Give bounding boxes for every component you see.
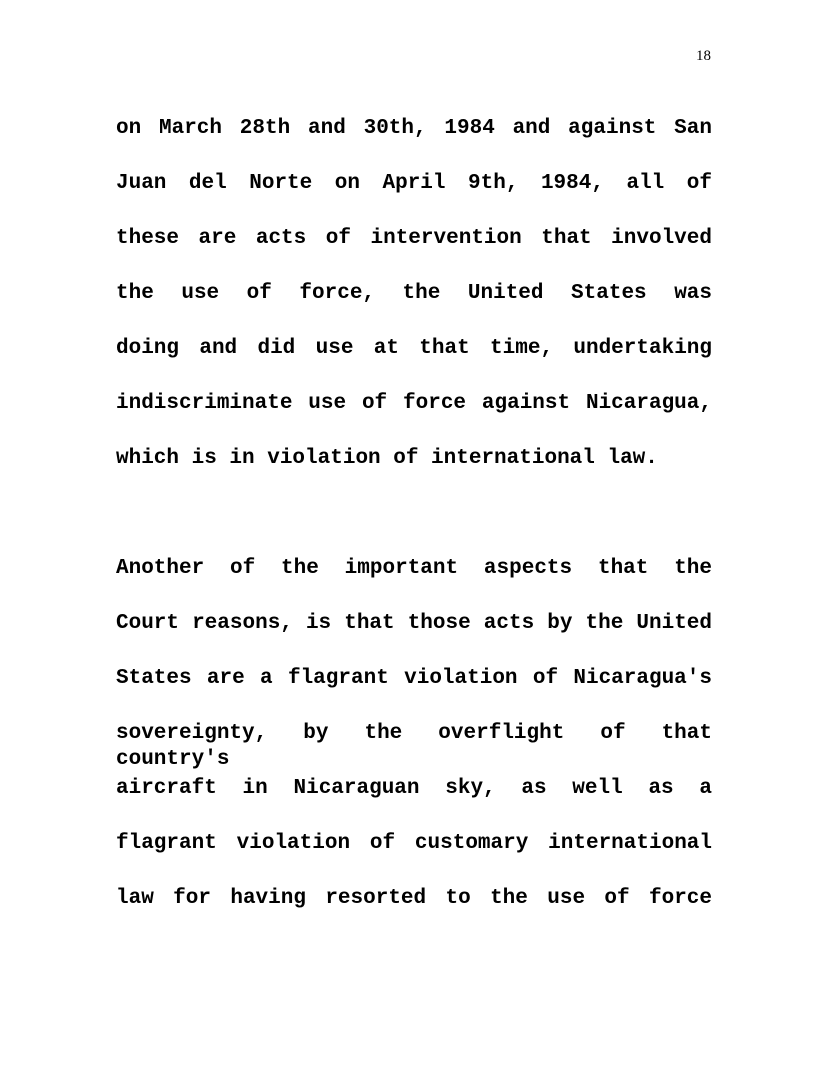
text-line: which is in violation of international law. (116, 447, 658, 470)
text-line: doing and did use at that time, undertaking (116, 337, 712, 360)
page-number: 18 (696, 48, 711, 64)
text-line: Court reasons, is that those acts by the United (116, 612, 712, 635)
text-line: aircraft in Nicaraguan sky, as well as a (116, 777, 712, 800)
text-line: States are a flagrant violation of Nicaragua's (116, 667, 712, 690)
text-line: these are acts of intervention that involved (116, 227, 712, 250)
paragraph-1 (116, 116, 712, 501)
text-line: flagrant violation of customary international (116, 832, 712, 855)
text-line: on March 28th and 30th, 1984 and against San (116, 117, 712, 140)
text-line: Juan del Norte on April 9th, 1984, all of (116, 172, 712, 195)
text-line: the use of force, the United States was (116, 282, 712, 305)
text-line: Another of the important aspects that the (116, 557, 712, 580)
text-line: indiscriminate use of force against Nicaragua, (116, 392, 712, 415)
paragraph-2 (116, 556, 712, 941)
text-line: sovereignty, by the overflight of that country's (116, 722, 712, 771)
text-line: law for having resorted to the use of force (116, 887, 712, 910)
